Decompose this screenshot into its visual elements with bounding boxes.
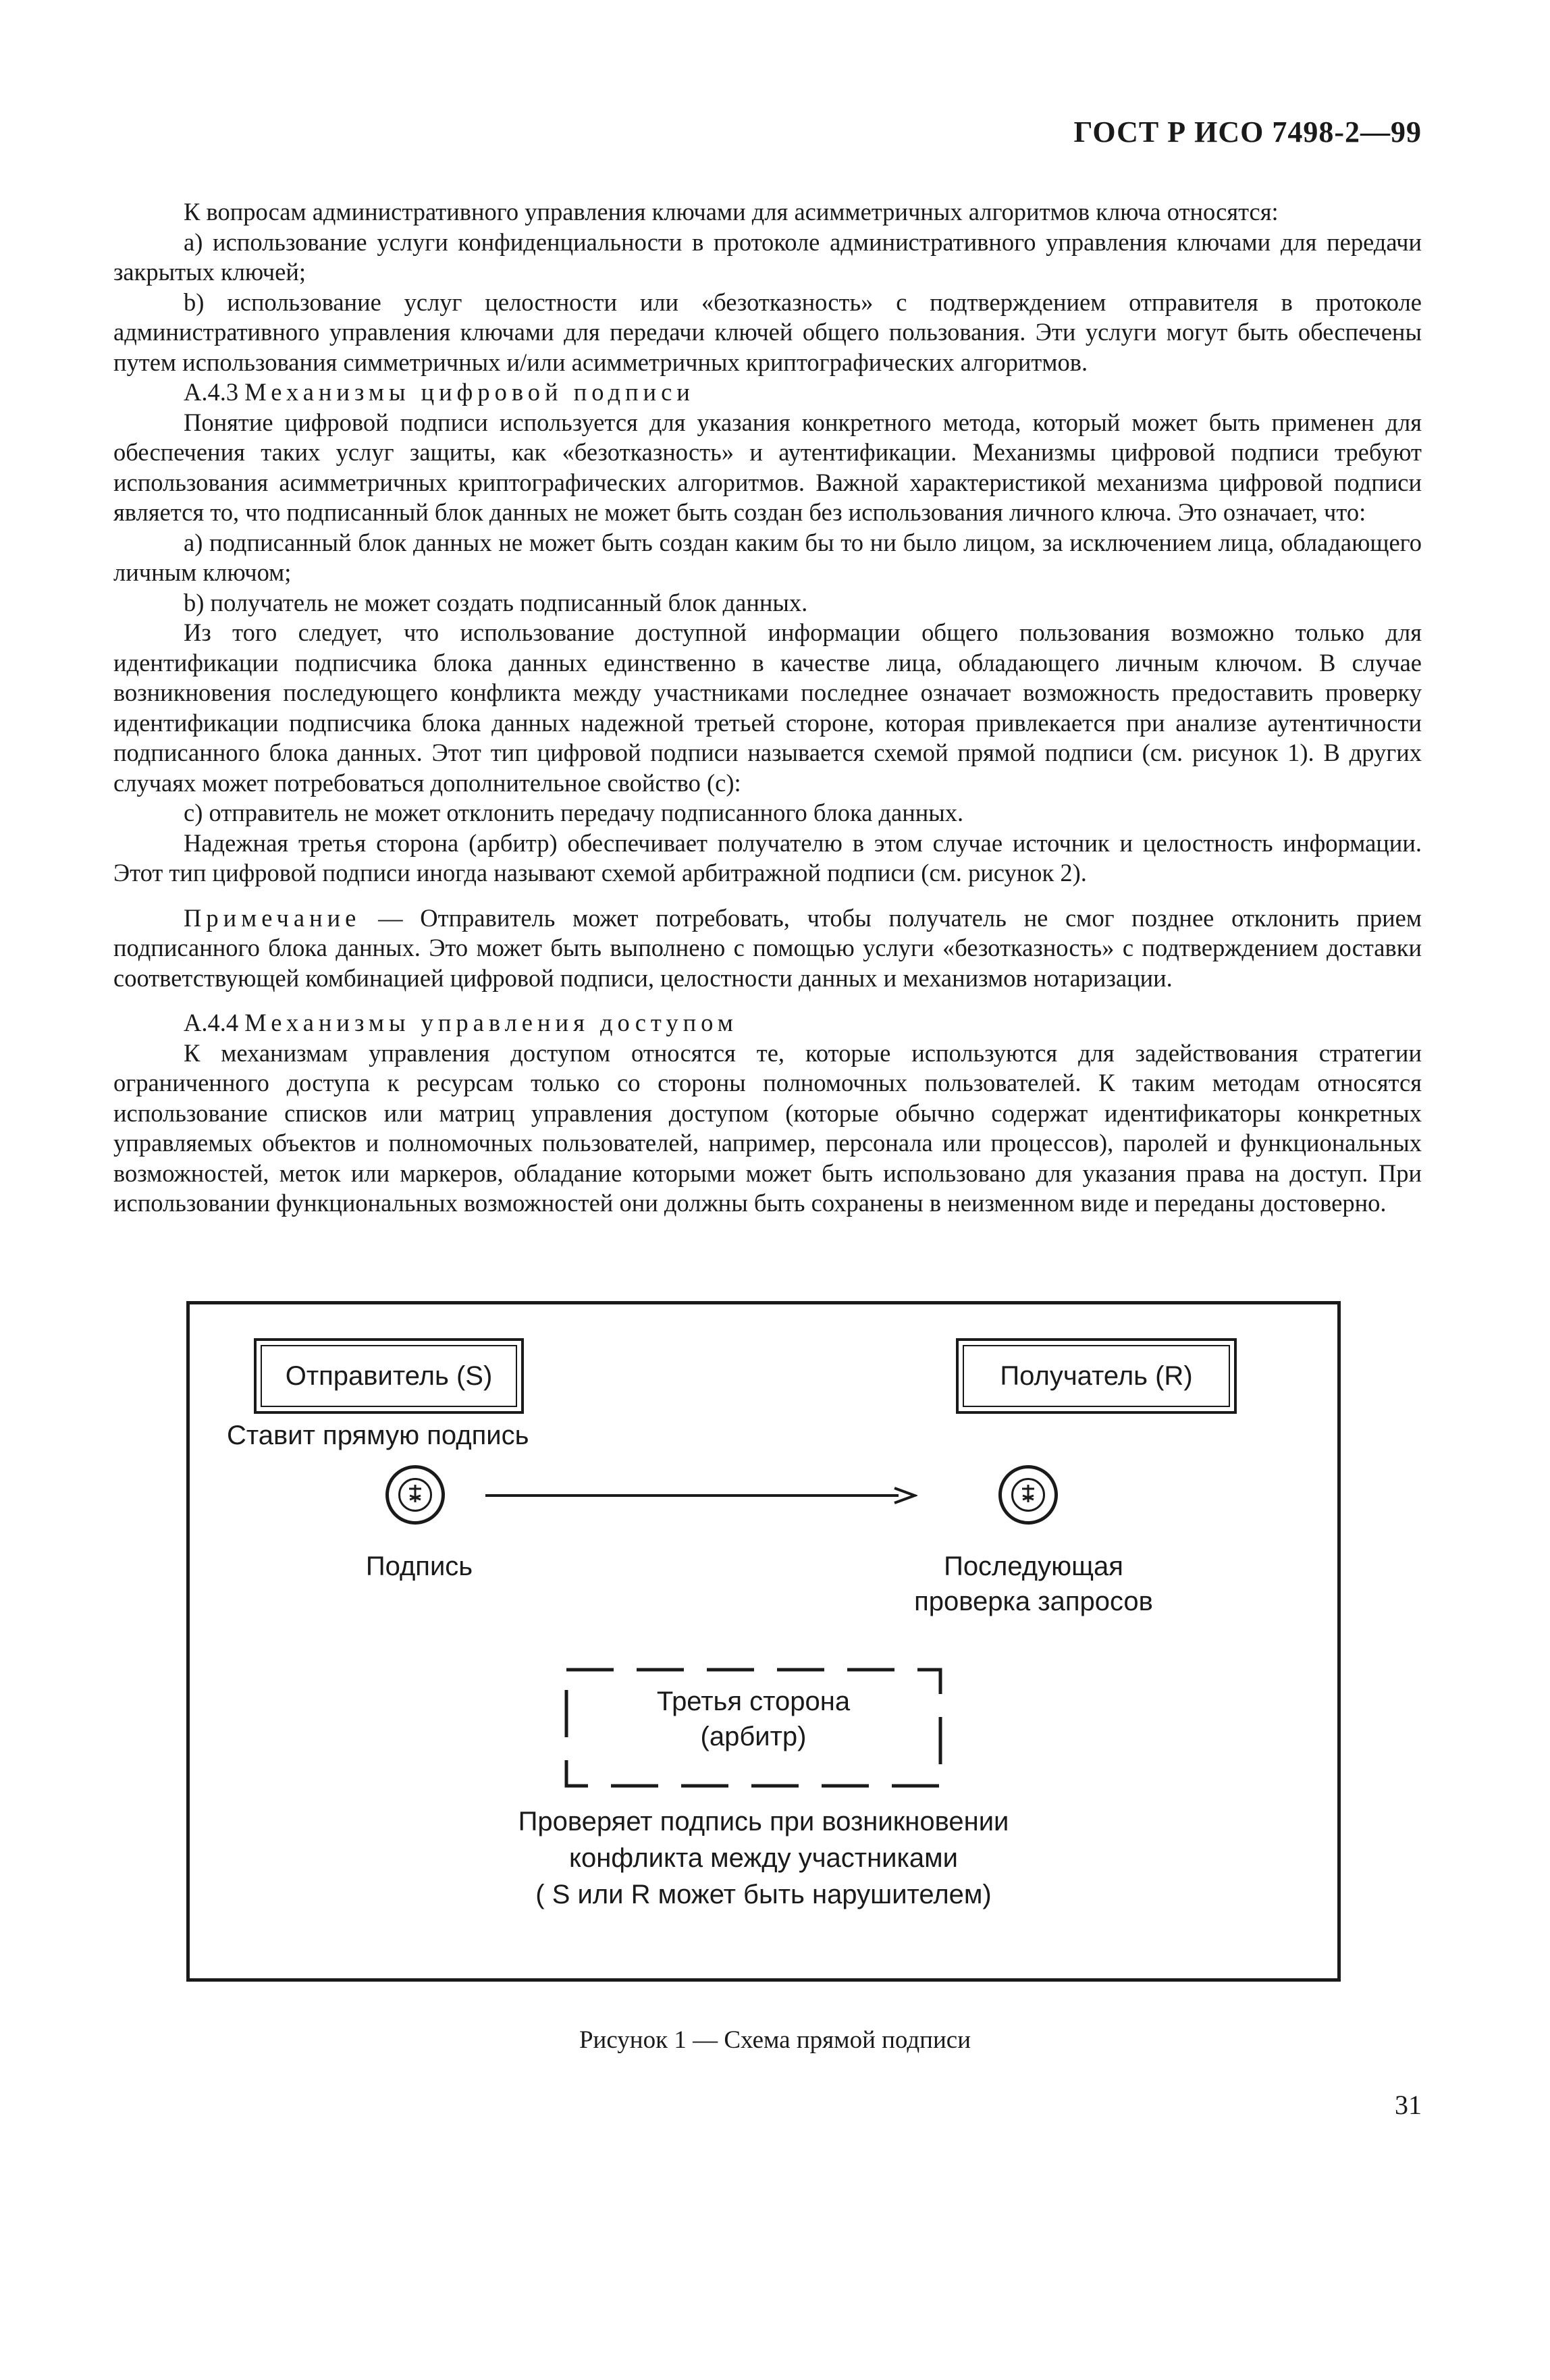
paragraph: Из того следует, что использование доступной информации общего пользования возможно только для идентификации подписчика блока данных единственно в качестве лица, обладающего личным ключом. В случае возникновения последующего конфликта между участниками последнее означает возможность предоставить проверку идентификации подписчика блока данных надежной третьей стороне, которая привлекается при анализе аутентичности подписанного блока данных. Этот тип цифровой подписи называется схемой прямой подписи (см. рисунок 1). В других случаях может потребоваться дополнительное свойство (с):	[113, 618, 1422, 797]
description-line3: ( S или R может быть нарушителем)	[535, 1880, 992, 1909]
document-code: ГОСТ Р ИСО 7498-2—99	[1073, 115, 1422, 149]
section-heading-a44	[113, 1008, 1422, 1038]
third-party-line1: Третья сторона	[656, 1687, 851, 1716]
paragraph: Надежная третья сторона (арбитр) обеспечивает получателю в этом случае источник и целостность информации. Этот тип цифровой подписи иногда называют схемой арбитражной подписи (см. рисунок 2).	[113, 828, 1422, 887]
list-item: a) подписанный блок данных не может быть создан каким бы то ни было лицом, за исключением лица, обладающего личным ключом;	[113, 528, 1422, 586]
description-line2: конфликта между участниками	[569, 1843, 958, 1873]
section-heading-a43	[113, 377, 1422, 408]
paragraph: К механизмам управления доступом относятся те, которые используются для задействования стратегии ограниченного доступа к ресурсам только со стороны полномочных пользователей. К таким методам относятся использование списков или матриц управления доступом (которые обычно содержат идентификаторы конкретных управляемых объектов и полномочных пользователей, например, персонала или процессов), паролей и функциональных возможностей, меток или маркеров, обладание которыми может быть использовано для указания права на доступ. При использовании функциональных возможностей они должны быть сохранены в неизменном виде и переданы достоверно.	[113, 1038, 1422, 1217]
check-label-line2: проверка запросов	[914, 1587, 1153, 1616]
receiver-label: Получатель (R)	[1000, 1360, 1193, 1391]
section-title: Механизмы управления доступом	[244, 1009, 738, 1036]
page-number: 31	[1395, 2090, 1422, 2120]
sender-label: Отправитель (S)	[285, 1360, 493, 1391]
description-line1: Проверяет подпись при возникновении	[518, 1807, 1009, 1836]
signature-seal-icon	[385, 1465, 445, 1525]
section-number: А.4.3	[184, 378, 239, 406]
paragraph: Понятие цифровой подписи используется для указания конкретного метода, который может быть применен для обеспечения таких услуг защиты, как «безотказность» и аутентификации. Механизмы цифровой подписи требуют использования асимметричных криптографических алгоритмов. Важной характеристикой механизма цифровой подписи является то, что подписанный блок данных не может быть создан без использования личного ключа. Это означает, что:	[113, 408, 1422, 526]
list-item: b) использование услуг целостности или «безотказность» с подтверждением отправителя в протоколе административного управления ключами для передачи ключей общего пользования. Эти услуги могут быть обеспечены путем использования симметричных и/или асимметричных криптографических алгоритмов.	[113, 288, 1422, 376]
arrow-icon	[485, 1485, 917, 1506]
list-item: b) получатель не может создать подписанный блок данных.	[184, 588, 808, 616]
note-text: — Отправитель может потребовать, чтобы получатель не смог позднее отклонить прием подписанного блока данных. Это может быть выполнено с помощью услуги «безотказность» с подтверждением доставки соответствующей комбинацией цифровой подписи, целостности данных и механизмов нотаризации.	[113, 903, 1422, 992]
paragraph: К вопросам административного управления ключами для асимметричных алгоритмов ключа относятся:	[184, 198, 1279, 226]
body-text	[113, 197, 1422, 1219]
figure-direct-signature	[186, 1301, 1341, 1982]
signature-check-seal-icon	[998, 1465, 1058, 1525]
signature-label: Подпись	[365, 1552, 473, 1581]
sender-box	[254, 1338, 524, 1414]
list-item: a) использование услуги конфиденциальности в протоколе административного управления ключами для передачи закрытых ключей;	[113, 228, 1422, 286]
sender-action: Ставит прямую подпись	[227, 1421, 529, 1450]
figure-caption: Рисунок 1 — Схема прямой подписи	[579, 2026, 971, 2054]
section-number: А.4.4	[184, 1009, 239, 1036]
list-item: c) отправитель не может отклонить передачу подписанного блока данных.	[184, 799, 964, 826]
note	[113, 903, 1422, 994]
check-label-line1: Последующая	[944, 1552, 1123, 1581]
receiver-box	[956, 1338, 1237, 1414]
section-title: Механизмы цифровой подписи	[244, 378, 695, 406]
third-party-line2: (арбитр)	[700, 1722, 807, 1751]
note-label: Примечание	[184, 903, 361, 932]
